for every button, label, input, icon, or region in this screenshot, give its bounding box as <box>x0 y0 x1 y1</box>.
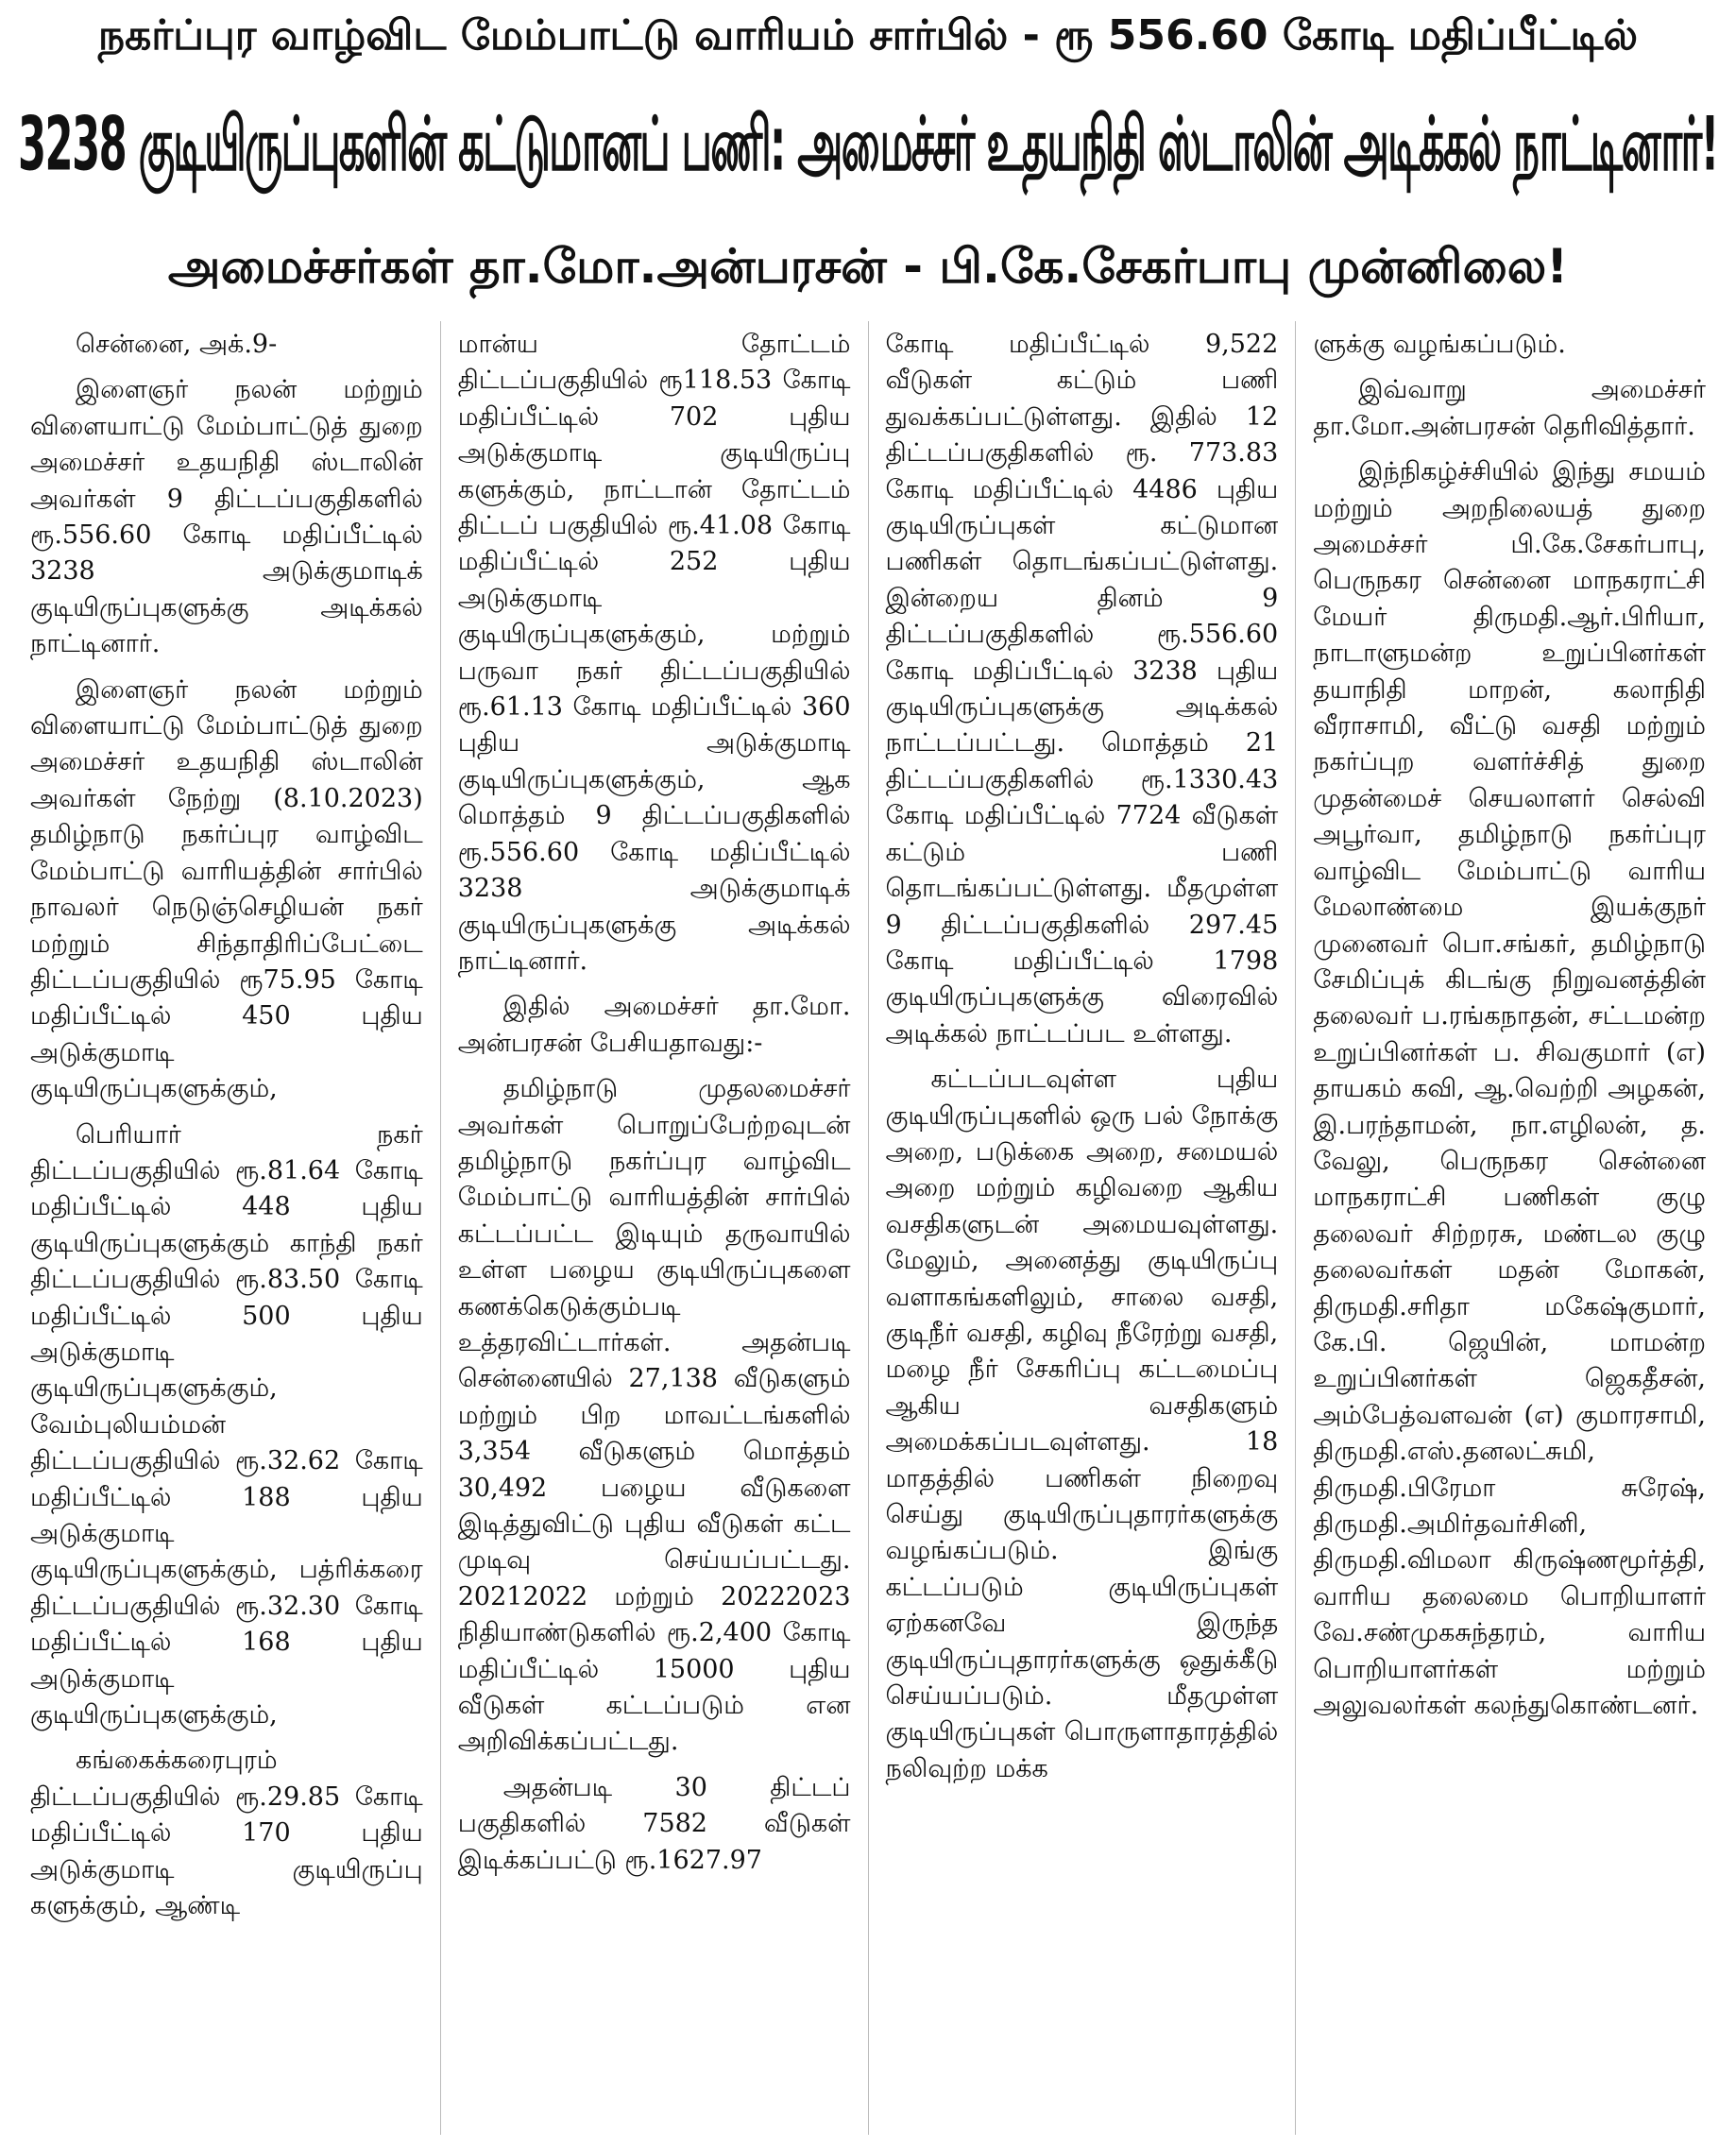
column-3 <box>868 321 1296 2135</box>
paragraph: மான்ய தோட்டம் திட்டப்பகுதியில் ரூ118.53 கோடி மதிப்பீட்டில் 702 புதிய அடுக்குமாடி குடியிருப்பு களுக்கும், நாட்டான் தோட்டம் திட்டப் பகுதியில் ரூ.41.08 கோடி மதிப்பீட்டில் 252 புதிய அடுக்குமாடி குடியிருப்புகளுக்கும், மற்றும் பருவா நகர் திட்டப்பகுதியில் ரூ.61.13 கோடி மதிப்பீட்டில் 360 புதிய அடுக்குமாடி குடியிருப்புகளுக்கும், ஆக மொத்தம் 9 திட்டப்பகுதிகளில் ரூ.556.60 கோடி மதிப்பீட்டில் 3238 அடுக்குமாடிக் குடியிருப்புகளுக்கு அடிக்கல் நாட்டினார். <box>457 330 851 976</box>
paragraph: தமிழ்நாடு முதலமைச்சர் அவர்கள் பொறுப்பேற்றவுடன் தமிழ்நாடு நகர்ப்புர வாழ்விட மேம்பாட்டு வாரியத்தின் சார்பில் கட்டப்பட்ட இடியும் தருவாயில் உள்ள பழைய குடியிருப்புகளை கணக்கெடுக்கும்படி உத்தரவிட்டார்கள். அதன்படி சென்னையில் 27,138 வீடுகளும் மற்றும் பிற மாவட்டங்களில் 3,354 வீடுகளும் மொத்தம் 30,492 பழைய வீடுகளை இடித்துவிட்டு புதிய வீடுகள் கட்ட முடிவு செய்யப்பட்டது. 20212022 மற்றும் 20222023 நிதியாண்டுகளில் ரூ.2,400 கோடி மதிப்பீட்டில் 15000 புதிய வீடுகள் கட்டப்படும் என அறிவிக்கப்பட்டது. <box>457 1074 851 1757</box>
paragraph: ளுக்கு வழங்கப்படும். <box>1313 330 1566 359</box>
subheadline <box>0 227 1736 312</box>
column-1 <box>13 321 440 2135</box>
paragraph: அதன்படி 30 திட்டப் பகுதிகளில் 7582 வீடுகள் இடிக்கப்பட்டு ரூ.1627.97 <box>457 1772 851 1875</box>
paragraph: கோடி மதிப்பீட்டில் 9,522 வீடுகள் கட்டும் பணி துவக்கப்பட்டுள்ளது. இதில் 12 திட்டப்பகுதிகளில் ரூ. 773.83 கோடி மதிப்பீட்டில் 4486 புதிய குடியிருப்புகள் கட்டுமான பணிகள் தொடங்கப்பட்டுள்ளது. இன்றைய தினம் 9 திட்டப்பகுதிகளில் ரூ.556.60 கோடி மதிப்பீட்டில் 3238 புதிய குடியிருப்புகளுக்கு அடிக்கல் நாட்டப்பட்டது. மொத்தம் 21 திட்டப்பகுதிகளில் ரூ.1330.43 கோடி மதிப்பீட்டில் 7724 வீடுகள் கட்டும் பணி தொடங்கப்பட்டுள்ளது. மீதமுள்ள 9 திட்டப்பகுதிகளில் 297.45 கோடி மதிப்பீட்டில் 1798 குடியிருப்புகளுக்கு விரைவில் அடிக்கல் நாட்டப்பட உள்ளது. <box>885 330 1279 1048</box>
subheadline-text: அமைச்சர்கள் தா.மோ.அன்பரசன் - பி.கே.சேகர்பாபு முன்னிலை! <box>167 238 1569 294</box>
paragraph: பெரியார் நகர் திட்டப்பகுதியில் ரூ.81.64 கோடி மதிப்பீட்டில் 448 புதிய குடியிருப்புகளுக்கும் காந்தி நகர் திட்டப்பகுதியில் ரூ.83.50 கோடி மதிப்பீட்டில் 500 புதிய அடுக்குமாடி குடியிருப்புகளுக்கும், வேம்புலியம்மன் திட்டப்பகுதியில் ரூ.32.62 கோடி மதிப்பீட்டில் 188 புதிய அடுக்குமாடி குடியிருப்புகளுக்கும், பத்ரிக்கரை திட்டப்பகுதியில் ரூ.32.30 கோடி மதிப்பீட்டில் 168 புதிய அடுக்குமாடி குடியிருப்புகளுக்கும், <box>30 1119 423 1730</box>
headline-text: 3238 குடியிருப்புகளின் கட்டுமானப் பணி: அமைச்சர் உதயநிதி ஸ்டாலின் அடிக்கல் நாட்டினார்! <box>18 100 1718 188</box>
paragraph: இதில் அமைச்சர் தா.மோ. அன்பரசன் பேசியதாவது:- <box>457 992 851 1058</box>
paragraph: இவ்வாறு அமைச்சர் தா.மோ.அன்பரசன் தெரிவித்தார். <box>1313 375 1706 441</box>
column-4 <box>1295 321 1723 2135</box>
article-body <box>13 321 1723 2135</box>
kicker-text: நகர்ப்புர வாழ்விட மேம்பாட்டு வாரியம் சார்பில் - ரூ 556.60 கோடி மதிப்பீட்டில் <box>97 10 1639 60</box>
paragraph: கட்டப்படவுள்ள புதிய குடியிருப்புகளில் ஒரு பல் நோக்கு அறை, படுக்கை அறை, சமையல் அறை மற்றும் கழிவறை ஆகிய வசதிகளுடன் அமையவுள்ளது. மேலும், அனைத்து குடியிருப்பு வளாகங்களிலும், சாலை வசதி, குடிநீர் வசதி, கழிவு நீரேற்று வசதி, மழை நீர் சேகரிப்பு கட்டமைப்பு ஆகிய வசதிகளும் அமைக்கப்படவுள்ளது. 18 மாதத்தில் பணிகள் நிறைவு செய்து குடியிருப்புதாரர்களுக்கு வழங்கப்படும். இங்கு கட்டப்படும் குடியிருப்புகள் ஏற்கனவே இருந்த குடியிருப்புதாரர்களுக்கு ஒதுக்கீடு செய்யப்படும். மீதமுள்ள குடியிருப்புகள் பொருளாதாரத்தில் நலிவுற்ற மக்க <box>885 1065 1279 1783</box>
headline <box>0 60 1736 239</box>
column-2 <box>440 321 868 2135</box>
paragraph: இளைஞர் நலன் மற்றும் விளையாட்டு மேம்பாட்டுத் துறை அமைச்சர் உதயநிதி ஸ்டாலின் அவர்கள் நேற்று (8.10.2023) தமிழ்நாடு நகர்ப்புர வாழ்விட மேம்பாட்டு வாரியத்தின் சார்பில் நாவலர் நெடுஞ்செழியன் நகர் மற்றும் சிந்தாதிரிப்பேட்டை திட்டப்பகுதியில் ரூ75.95 கோடி மதிப்பீட்டில் 450 புதிய அடுக்குமாடி குடியிருப்புகளுக்கும், <box>30 674 423 1104</box>
paragraph: கங்கைக்கரைபுரம் திட்டப்பகுதியில் ரூ.29.85 கோடி மதிப்பீட்டில் 170 புதிய அடுக்குமாடி குடியிருப்பு களுக்கும், ஆண்டி <box>30 1746 423 1921</box>
paragraph: இந்நிகழ்ச்சியில் இந்து சமயம் மற்றும் அறநிலையத் துறை அமைச்சர் பி.கே.சேகர்பாபு, பெருநகர சென்னை மாநகராட்சி மேயர் திருமதி.ஆர்.பிரியா, நாடாளுமன்ற உறுப்பினர்கள் தயாநிதி மாறன், கலாநிதி வீராசாமி, வீட்டு வசதி மற்றும் நகர்ப்புற வளர்ச்சித் துறை முதன்மைச் செயலாளர் செல்வி அபூர்வா, தமிழ்நாடு நகர்ப்புர வாழ்விட மேம்பாட்டு வாரிய மேலாண்மை இயக்குநர் முனைவர் பொ.சங்கர், தமிழ்நாடு சேமிப்புக் கிடங்கு நிறுவனத்தின் தலைவர் ப.ரங்கநாதன், சட்டமன்ற உறுப்பினர்கள் ப. சிவகுமார் (எ) தாயகம் கவி, ஆ.வெற்றி அழகன், இ.பரந்தாமன், நா.எழிலன், த. வேலு, பெருநகர சென்னை மாநகராட்சி பணிகள் குழு தலைவர் சிற்றரசு, மண்டல குழு தலைவர்கள் மதன் மோகன், திருமதி.சரிதா மகேஷ்குமார், கே.பி. ஜெயின், மாமன்ற உறுப்பினர்கள் ஜெகதீசன், அம்பேத்வளவன் (எ) குமாரசாமி, திருமதி.எஸ்.தனலட்சுமி, திருமதி.பிரேமா சுரேஷ், திருமதி.அமிர்தவர்சினி, திருமதி.விமலா கிருஷ்ணமூர்த்தி, வாரிய தலைமை பொறியாளர் வே.சண்முகசுந்தரம், வாரிய பொறியாளர்கள் மற்றும் அலுவலர்கள் கலந்துகொண்டனர். <box>1313 457 1706 1721</box>
dateline: சென்னை, அக்.9- <box>76 330 278 359</box>
paragraph: இளைஞர் நலன் மற்றும் விளையாட்டு மேம்பாட்டுத் துறை அமைச்சர் உதயநிதி ஸ்டாலின் அவர்கள் 9 திட்டப்பகுதிகளில் ரூ.556.60 கோடி மதிப்பீட்டில் 3238 அடுக்குமாடிக் குடியிருப்புகளுக்கு அடிக்கல் நாட்டினார். <box>30 375 423 659</box>
